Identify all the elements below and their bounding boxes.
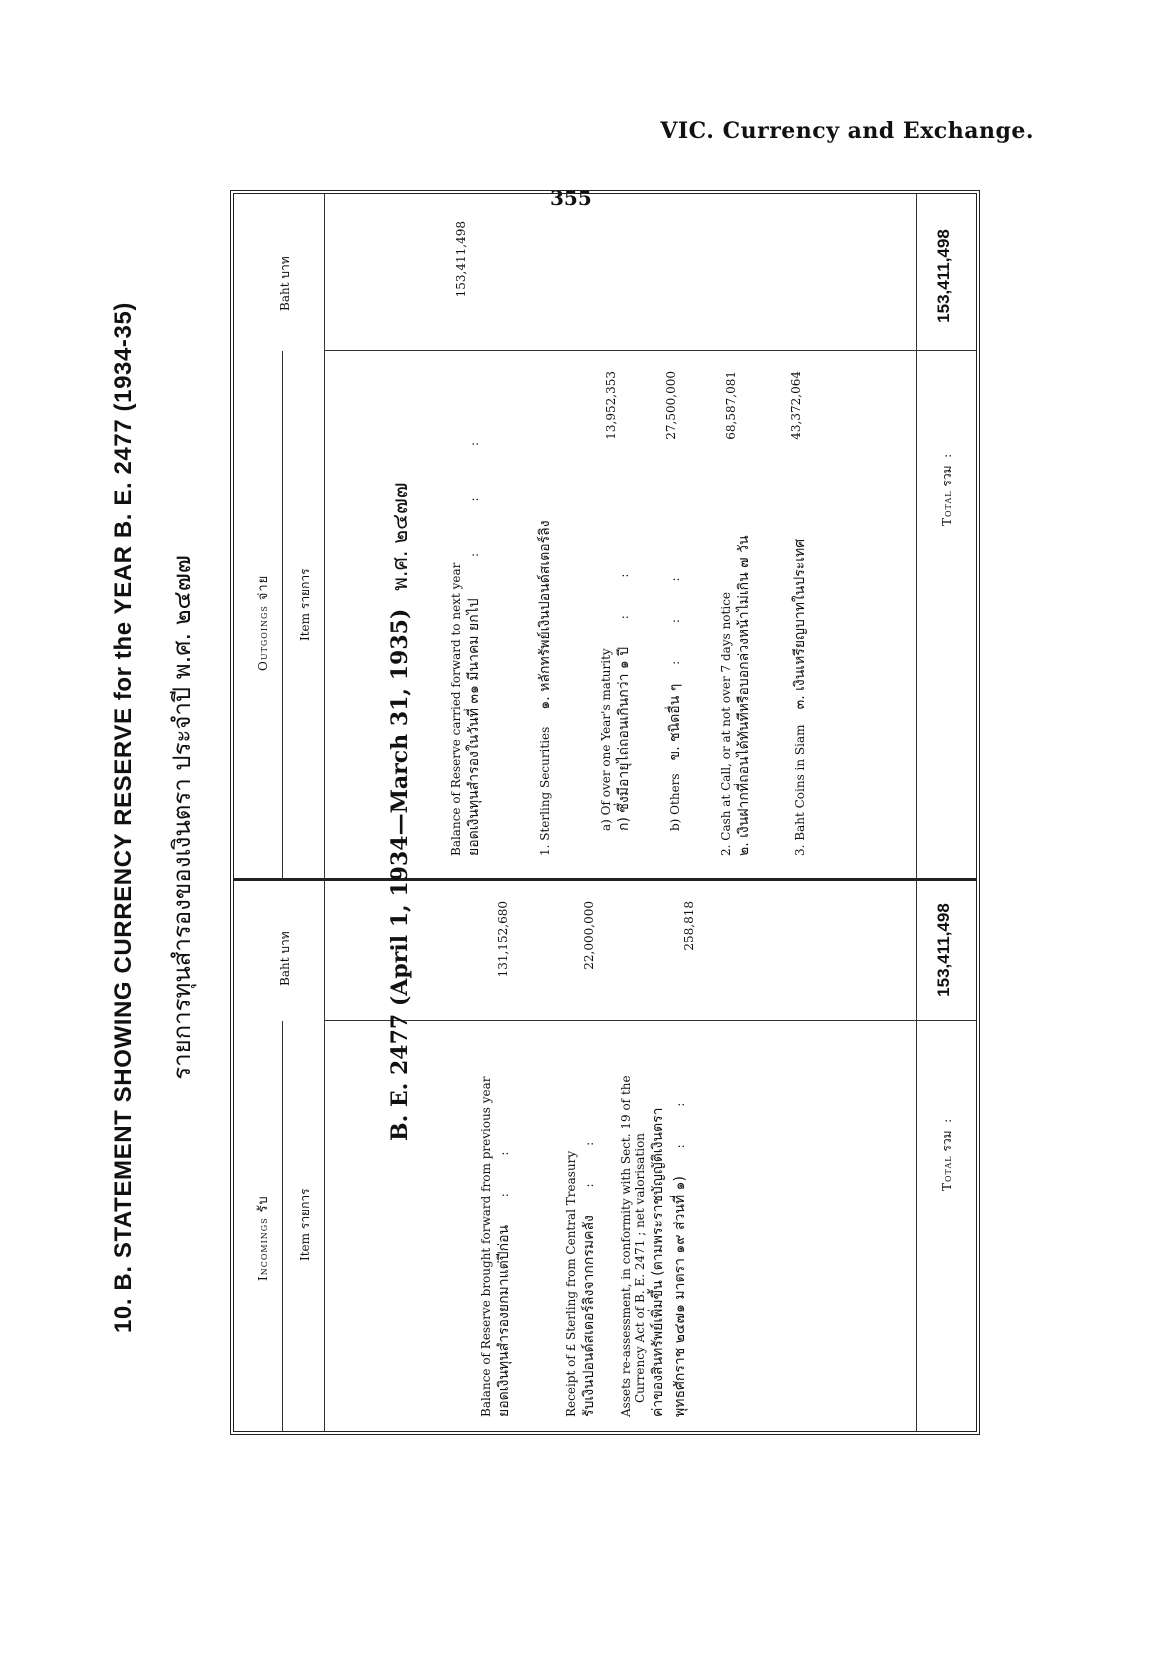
outgoings-item-header: Item รายการ [298, 568, 312, 641]
outgoings-row-sub-b: b) Others ข. ชนิดอื่น ๆ : : : [667, 567, 683, 831]
incomings-total-label: Total รวม : [940, 1118, 954, 1191]
outgoings-amount-balance: 153,411,498 [454, 221, 468, 298]
outgoings-amount-header: Baht บาท [278, 256, 292, 311]
outgoings-row-cash: 2. Cash at Call, or at not over 7 days notice ๒. เงินฝากที่ถอนได้ทันทีหรือบอกล่วงหน้าไม่เกิน ๗ วัน [719, 535, 752, 856]
incomings-heading: Incomings รับ [256, 1195, 271, 1281]
rotated-statement [110, 190, 1020, 1445]
incomings-amount-reassessment: 258,818 [682, 901, 696, 951]
outgoings-amount-coins: 43,372,064 [789, 371, 803, 440]
incomings-amount-divider [324, 1020, 976, 1021]
outgoings-row-coins: 3. Baht Coins in Siam ๓. เงินเหรียญบาทในประเทศ [792, 538, 808, 856]
reserve-table [230, 190, 980, 1435]
incomings-item-header: Item รายการ [298, 1188, 312, 1261]
incomings-total: 153,411,498 [934, 903, 953, 997]
outgoings-row-balance: Balance of Reserve carried forward to next year ยอดเงินทุนสำรองในวันที่ ๓๑ มีนาคม ยกไป : : : [449, 431, 482, 856]
outgoings-total: 153,411,498 [934, 229, 953, 323]
page-number: 355 [550, 186, 592, 210]
header-rule [324, 194, 325, 1431]
incomings-row-reassessment: Assets re-assessment, in conformity with Sect. 19 of the Currency Act of B. E. 2471 ; net valorisation ค่าของสินทรัพย์เพิ่มขึ้น (ตามพระราชบัญญัติเงินตรา พุทธศักราช ๒๔๗๑ มาตรา ๑๙ ส่วนที่ ๑) : : [619, 1075, 688, 1417]
incomings-row-balance: Balance of Reserve brought forward from previous year ยอดเงินทุนสำรองยกมาแต่ปีก่อน : : [479, 1076, 512, 1417]
outgoings-total-label: Total รวม : [940, 453, 954, 526]
period-heading: B. E. 2477 (April 1, 1934—March 31, 1935) พ.ศ. ๒๔๗๗ [387, 482, 413, 1141]
outgoings-row-sterling: 1. Sterling Securities ๑. หลักทรัพย์เงินปอนด์สเตอร์ลิง [537, 520, 553, 856]
section-header: VIC. Currency and Exchange. [660, 118, 1034, 144]
incomings-amount-sterling: 22,000,000 [582, 901, 596, 970]
incomings-amount-header: Baht บาท [278, 931, 292, 986]
outgoings-amount-divider [324, 350, 976, 351]
outgoings-row-sub-a: a) Of over one Year's maturity ก) ซึ่งมีอายุไถ่ถอนเกินกว่า ๑ ปี : : [599, 563, 632, 831]
incomings-row-sterling: Receipt of £ Sterling from Central Treasury รับเงินปอนด์สเตอร์ลิงจากกรมคลัง : : [564, 1131, 597, 1417]
statement-title-thai: รายการทุนสำรองของเงินตรา ประจำปี พ.ศ. ๒๔๗๗ [168, 555, 196, 1080]
statement-title: 10. B. STATEMENT SHOWING CURRENCY RESERVE for the YEAR B. E. 2477 (1934-35) [110, 302, 137, 1334]
totals-rule [916, 194, 917, 1431]
outgoings-heading: Outgoings จ่าย [256, 574, 271, 671]
incomings-amount-balance: 131,152,680 [496, 901, 510, 978]
outgoings-subheader-rule [282, 351, 283, 879]
center-divider [234, 878, 976, 881]
incomings-subheader-rule [282, 1021, 283, 1431]
outgoings-amount-sub-a: 13,952,353 [604, 371, 618, 440]
outgoings-amount-cash: 68,587,081 [724, 371, 738, 440]
outgoings-amount-sub-b: 27,500,000 [664, 371, 678, 440]
